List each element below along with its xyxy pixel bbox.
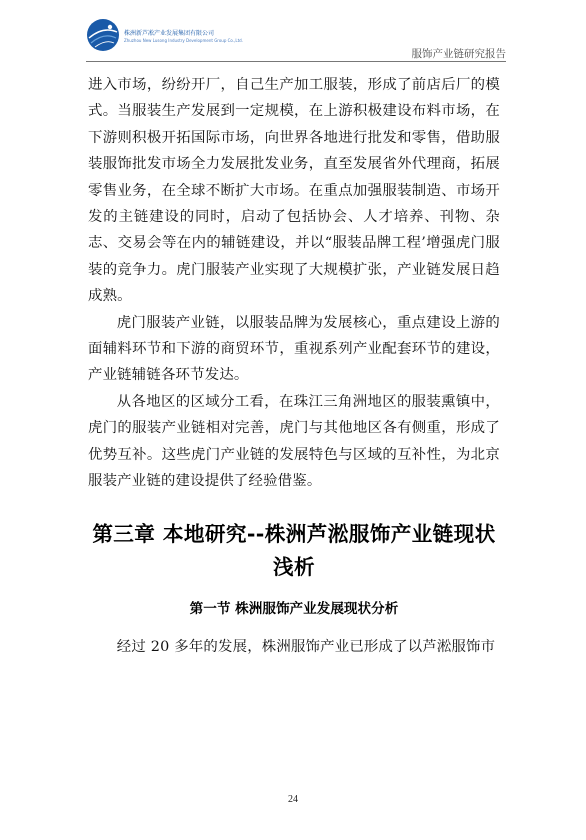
main-content <box>88 72 500 660</box>
body-paragraph: 经过 20 多年的发展，株洲服饰产业已形成了以芦淞服饰市 <box>116 638 496 655</box>
company-name-en: Zhuzhou New Lusong Industry Development Group Co.,Ltd. <box>124 38 243 43</box>
company-logo-icon <box>86 18 120 52</box>
body-paragraph: 进入市场，纷纷开厂，自己生产加工服装，形成了前店后厂的模式。当服装生产发展到一定规模，在上游积极建设布料市场，在下游则积极开拓国际市场，向世界各地进行批发和零售，借助服装服饰批发市场全力发展批发业务，直至发展省外代理商，拓展零售业务，在全球不断扩大市场。在重点加强服装制造、市场开发的主链建设的同时，启动了包括协会、人才培养、刊物、杂志、交易会等在内的辅链建设，并以“服装品牌工程’增强虎门服装的竞争力。虎门服装产业实现了大规模扩张，产业链发展日趋成熟。 <box>88 77 500 305</box>
report-title: 服饰产业链研究报告 <box>411 48 506 60</box>
company-name-block <box>124 30 274 44</box>
page-header <box>86 18 506 62</box>
company-name-cn: 株洲新芦凇产业发展集团有限公司 <box>124 30 215 37</box>
header-divider <box>86 61 506 62</box>
section-title: 第一节 株洲服饰产业发展现状分析 <box>189 600 399 617</box>
body-paragraph: 从各地区的区域分工看，在珠江三角洲地区的服装熏镇中，虎门的服装产业链相对完善，虎门与其他地区各有侧重，形成了优势互补。这些虎门产业链的发展特色与区域的互补性，为北京服装产业链的建设提供了经验借鉴。 <box>88 393 500 490</box>
chapter-title: 第三章 本地研究--株洲芦淞服饰产业链现状浅析 <box>92 521 496 579</box>
body-paragraph: 虎门服装产业链，以服装品牌为发展核心，重点建设上游的面辅料环节和下游的商贸环节，重视系列产业配套环节的建设，产业链辅链各环节发达。 <box>88 314 500 384</box>
page-number: 24 <box>288 794 298 805</box>
